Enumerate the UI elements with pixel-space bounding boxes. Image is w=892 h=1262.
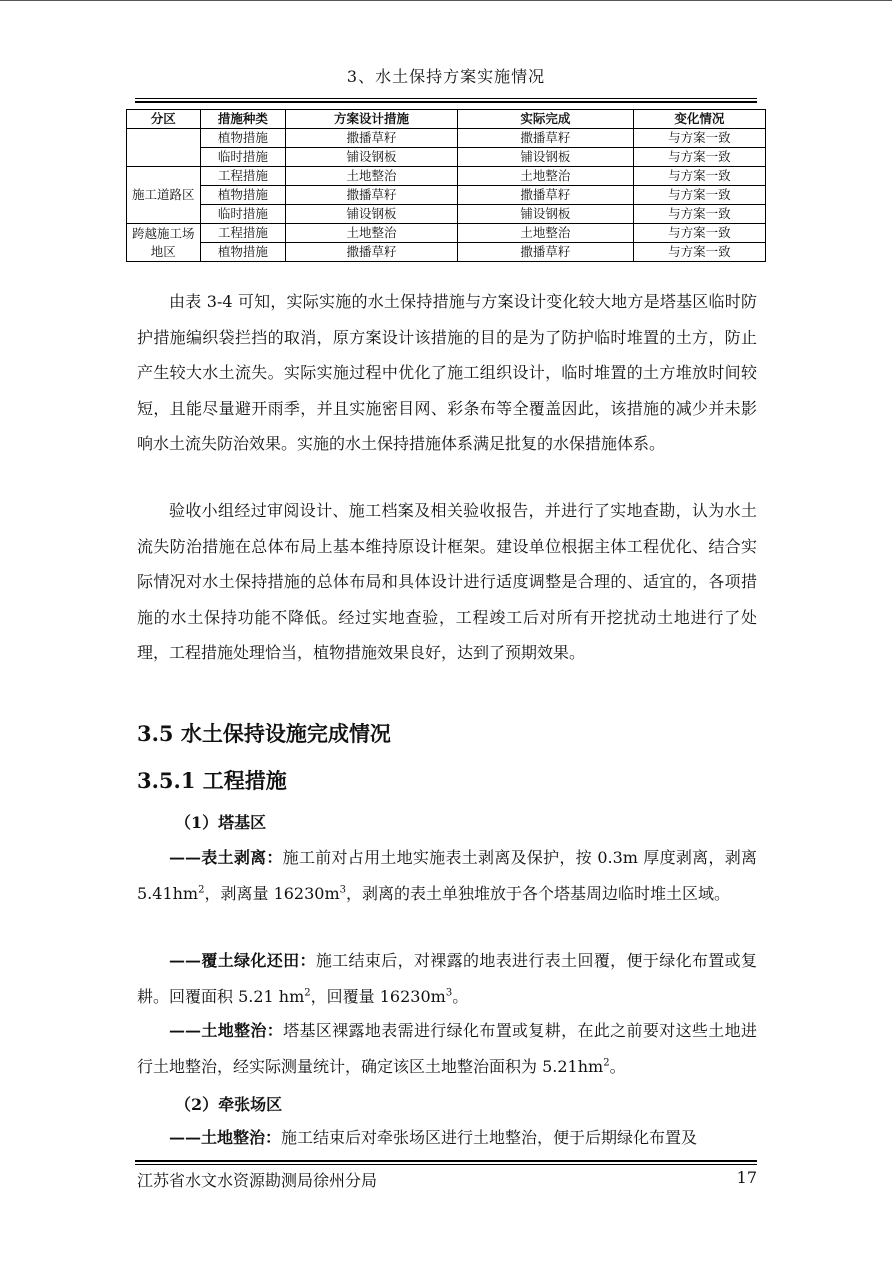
paragraph-change-analysis: 由表 3-4 可知，实际实施的水土保持措施与方案设计变化较大地方是塔基区临时防护措施编织袋拦挡的取消，原方案设计该措施的目的是为了防护临时堆置的土方，防止产生较大水土流失。实际实施过程中优化了施工组织设计，临时堆置的土方堆放时间较短，且能尽量避开雨季，并且实施密目网、彩条布等全覆盖因此，该措施的减少并未影响水土流失防治效果。实施的水土保持措施体系满足批复的水保措施体系。 [137, 292, 757, 453]
subheading-tension-field-area: （2）牵张场区 [175, 1095, 283, 1114]
table-row [127, 148, 766, 167]
col-header-zone: 分区 [127, 110, 201, 129]
type-cell: 工程措施 [200, 167, 285, 186]
table-row [127, 243, 766, 262]
change-cell: 与方案一致 [633, 129, 765, 148]
actual-cell: 铺设钢板 [457, 148, 633, 167]
change-cell: 与方案一致 [633, 148, 765, 167]
measures-comparison-table [126, 109, 766, 262]
actual-cell: 土地整治 [457, 167, 633, 186]
type-cell: 临时措施 [200, 205, 285, 224]
header-rule-thick [135, 101, 757, 103]
item-land-remediation: ——土地整治：塔基区裸露地表需进行绿化布置或复耕，在此之前要对这些土地进行土地整治，经实际测量统计，确定该区土地整治面积为 $5.21hm^2$。 [137, 1021, 757, 1076]
change-cell: 与方案一致 [633, 167, 765, 186]
change-cell: 与方案一致 [633, 243, 765, 262]
table-row [127, 129, 766, 148]
design-cell: 撒播草籽 [286, 243, 458, 262]
actual-cell: 撒播草籽 [457, 243, 633, 262]
item-topsoil-stripping: ——表土剥离：施工前对占用土地实施表土剥离及保护，按 0.3m 厚度剥离，剥离 $5.41hm^2$，剥离量 $16230m^3$，剥离的表土单独堆放于各个塔基周边临时堆土区域。 [137, 848, 757, 903]
header-rule [135, 98, 757, 99]
actual-cell: 铺设钢板 [457, 205, 633, 224]
design-cell: 撒播草籽 [286, 186, 458, 205]
change-cell: 与方案一致 [633, 205, 765, 224]
zone-cell-crossing: 跨越施工场地区 [127, 224, 201, 262]
subheading-tower-base-area: （1）塔基区 [175, 813, 267, 832]
type-cell: 植物措施 [200, 186, 285, 205]
table-row [127, 205, 766, 224]
item-land-remediation-tension: ——土地整治：施工结束后对牵张场区进行土地整治，便于后期绿化布置及 [169, 1128, 698, 1147]
col-header-type: 措施种类 [200, 110, 285, 129]
design-cell: 土地整治 [286, 167, 458, 186]
design-cell: 铺设钢板 [286, 205, 458, 224]
change-cell: 与方案一致 [633, 186, 765, 205]
zone-cell-continued [127, 129, 201, 167]
change-cell: 与方案一致 [633, 224, 765, 243]
type-cell: 临时措施 [200, 148, 285, 167]
section-heading-3-5-1: 3.5.1 工程措施 [137, 768, 287, 793]
table-header-row [127, 110, 766, 129]
actual-cell: 撒播草籽 [457, 186, 633, 205]
type-cell: 工程措施 [200, 224, 285, 243]
page-number: 17 [736, 1168, 757, 1187]
design-cell: 撒播草籽 [286, 129, 458, 148]
footer-rule-thick [135, 1160, 757, 1162]
item-soil-cover-restoration: ——覆土绿化还田：施工结束后，对裸露的地表进行表土回覆，便于绿化布置或复耕。回覆面积 5.21 $hm^2$，回覆量 $16230m^3$。 [137, 951, 757, 1006]
table-row [127, 167, 766, 186]
design-cell: 土地整治 [286, 224, 458, 243]
actual-cell: 撒播草籽 [457, 129, 633, 148]
zone-cell-road: 施工道路区 [127, 167, 201, 224]
type-cell: 植物措施 [200, 243, 285, 262]
type-cell: 植物措施 [200, 129, 285, 148]
page-top-border [0, 0, 892, 1]
col-header-change: 变化情况 [633, 110, 765, 129]
section-heading-3-5: 3.5 水土保持设施完成情况 [137, 721, 391, 746]
running-header: 3、水土保持方案实施情况 [346, 67, 546, 86]
col-header-actual: 实际完成 [457, 110, 633, 129]
actual-cell: 土地整治 [457, 224, 633, 243]
item-lead: ——土地整治： [169, 1021, 284, 1040]
design-cell: 铺设钢板 [286, 148, 458, 167]
footer-organization: 江苏省水文水资源勘测局徐州分局 [137, 1171, 378, 1190]
col-header-design: 方案设计措施 [286, 110, 458, 129]
item-lead: ——土地整治： [169, 1128, 282, 1147]
table-row [127, 224, 766, 243]
item-lead: ——覆土绿化还田： [169, 951, 316, 970]
table-row [127, 186, 766, 205]
footer-rule [135, 1164, 757, 1165]
item-lead: ——表土剥离： [169, 848, 283, 867]
paragraph-acceptance-conclusion: 验收小组经过审阅设计、施工档案及相关验收报告，并进行了实地查勘，认为水土流失防治措施在总体布局上基本维持原设计框架。建设单位根据主体工程优化、结合实际情况对水土保持措施的总体布局和具体设计进行适度调整是合理的、适宜的，各项措施的水土保持功能不降低。经过实地查验，工程竣工后对所有开挖扰动土地进行了处理，工程措施处理恰当，植物措施效果良好，达到了预期效果。 [137, 501, 757, 662]
